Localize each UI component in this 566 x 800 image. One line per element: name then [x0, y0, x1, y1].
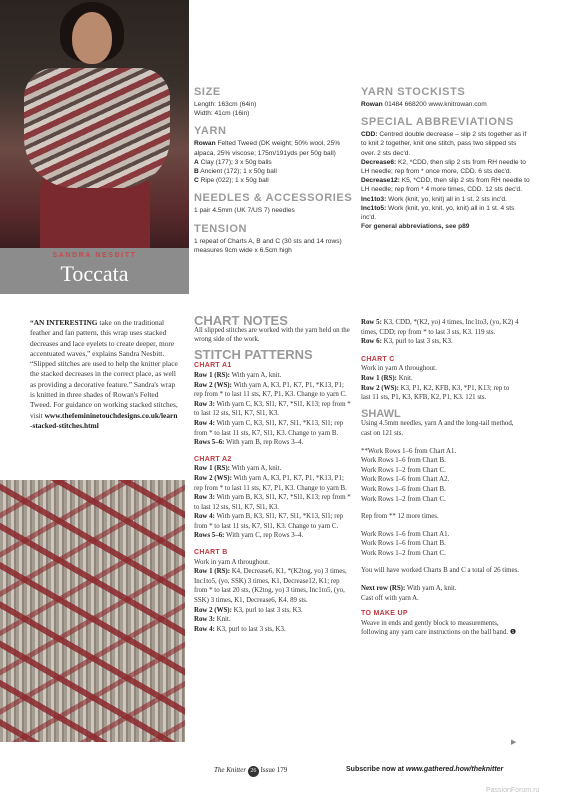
info-column-right: [361, 86, 531, 231]
chart-b-row: Row 5: K3, CDD, *(K2, yo) 4 times, Inc1to3, (yo, K2) 4 times, CDD; rep from * to last 3 sts, K3. 119 sts.: [361, 319, 519, 336]
size-length: Length: 163cm (64in): [194, 101, 257, 108]
pattern-column-2: [361, 318, 519, 638]
chart-a1-heading: CHART A1: [194, 362, 232, 370]
magazine-name: The Knitter: [214, 766, 247, 774]
subscribe-link[interactable]: www.gathered.how/theknitter: [405, 766, 504, 773]
chart-b-heading: CHART B: [194, 549, 228, 557]
shawl-step: Work Rows 1–2 from Chart C.: [361, 466, 446, 474]
abbrev-item: [361, 158, 531, 176]
abbrev-def: Centred double decrease – slip 2 sts together as if to knit 2 together, knit one stitch, pass two slipped sts over. 2 sts dec'd.: [361, 131, 527, 157]
yarn-line: [194, 176, 354, 185]
subscribe-text: Subscribe now at: [346, 766, 406, 773]
chart-c-row: Row 1 (RS): Knit.: [361, 374, 413, 382]
size-heading: SIZE: [194, 86, 221, 98]
abbrev-item: [361, 195, 531, 204]
yarn-b: Ancient (172); 1 x 50g ball: [198, 168, 277, 176]
yarn-line: [194, 158, 354, 167]
model-photo: [0, 0, 189, 248]
abbrev-def: Work (knit, yo, knit) all in 1 st. 2 sts inc'd.: [386, 195, 507, 203]
needles-heading: NEEDLES & ACCESSORIES: [194, 192, 353, 205]
yarn-a-letter: A: [194, 158, 199, 166]
stockists-heading: YARN STOCKISTS: [361, 86, 466, 98]
yarn-info: [194, 139, 354, 185]
abbrev-def: K2, *CDD, then slip 2 sts from RH needle to LH needle; rep from * once more, CDD. 6 sts dec'd.: [361, 158, 526, 176]
chart-notes-text: All slipped stitches are worked with the yarn held on the wrong side of the work.: [194, 326, 350, 344]
chart-a2-heading: CHART A2: [194, 455, 232, 463]
shawl-cast-on: Using 4.5mm needles, yarn A and the long-tail method, cast on 121 sts.: [361, 420, 514, 437]
designer-name: SANDRA NESBITT: [52, 252, 137, 259]
chart-b-row: Row 4: K3, purl to last 3 sts, K3.: [194, 625, 286, 633]
yarn-a: Clay (177); 3 x 50g balls: [198, 158, 272, 166]
shawl-step: Work Rows 1–6 from Chart A1.: [361, 530, 450, 538]
yarn-c: Ripe (022); 1 x 50g ball: [198, 177, 269, 185]
shawl-block-1: [361, 447, 519, 505]
shawl-step: Work Rows 1–6 from Chart B.: [361, 485, 446, 493]
make-up-text: Weave in ends and gently block to measurements, following any yarn care instructions on the ball band. ❶: [361, 619, 517, 637]
chart-b-row: Row 2 (WS): K3, purl to last 3 sts, K3.: [194, 606, 303, 614]
yarn-brand: Rowan: [194, 140, 216, 148]
shawl-step: Work Rows 1–6 from Chart B.: [361, 540, 446, 548]
chart-a1-row: Row 1 (RS): With yarn A, knit.: [194, 371, 282, 379]
continue-arrow-icon: ▶: [511, 738, 517, 746]
tension-info: 1 repeat of Charts A, B and C (30 sts and 14 rows) measures 9cm wide x 6.5cm high: [194, 237, 342, 254]
abbrev-def: Work (knit, yo, knit, yo, knit) all in 1 st. 4 sts inc'd.: [361, 204, 515, 222]
shawl-next-row: Next row (RS): With yarn A, knit.: [361, 585, 457, 593]
chart-b-row: Row 3: Knit.: [194, 616, 231, 624]
yarn-heading: YARN: [194, 125, 227, 138]
shawl-step: Work Rows 1–6 from Chart B.: [361, 457, 446, 465]
stockist-contact: 01484 668200 www.knitrowan.com: [382, 101, 487, 108]
shawl-step: Work Rows 1–2 from Chart C.: [361, 549, 446, 557]
end-mark-icon: ❶: [509, 629, 517, 637]
chart-notes-heading: CHART NOTES: [194, 313, 288, 328]
size-info: [194, 100, 354, 118]
shawl-step: **Work Rows 1–6 from Chart A1.: [361, 447, 457, 455]
intro-paragraph: [30, 318, 178, 431]
yarn-line: [194, 139, 354, 157]
chart-a1-row: Row 2 (WS): With yarn A, K3, P1, K7, P1, *K13, P1; rep from * to last 11 sts, K7, P1, K3. Change to yarn C.: [194, 381, 347, 399]
shawl-total: You will have worked Charts B and C a total of 26 times.: [361, 567, 519, 575]
chart-a1-row: Row 3: With yarn C, K3, Sl1, K7, *Sl1, K13; rep from * to last 12 sts, Sl1, K7, Sl1, K3.: [194, 400, 351, 418]
make-up-heading: TO MAKE UP: [361, 610, 408, 618]
shawl-heading: SHAWL: [361, 407, 401, 420]
stockists-info: [361, 100, 531, 109]
abbrev-def: K5, *CDD, then slip 2 sts from RH needle to LH needle; rep from * 4 more times, CDD. 12 sts dec'd.: [361, 177, 530, 194]
abbrev-item: [361, 204, 531, 222]
chart-a2-row: Row 4: With yarn B, K3, Sl1, K7, Sl1, *K13, Sl1; rep from * to last 11 sts, K7, Sl1, K3. Change to yarn C.: [194, 513, 344, 530]
chart-a2-row: Row 3: With yarn B, K3, Sl1, K7, *Sl1, K13; rep from * to last 12 sts, Sl1, K7, Sl1, K3.: [194, 494, 351, 511]
abbreviations-heading: SPECIAL ABBREVIATIONS: [361, 116, 514, 129]
abbrev-term: Inc1to3:: [361, 195, 387, 203]
needles-info: 1 pair 4.5mm (UK 7/US 7) needles: [194, 207, 295, 215]
yarn-desc: Felted Tweed (DK weight; 50% wool, 25% alpaca, 25% viscose; 175m/191yds per 50g ball): [194, 140, 341, 157]
chart-a1-row: Row 4: With yarn C, K3, Sl1, K7, Sl1, *K13, Sl1; rep from * to last 11 sts, K7, Sl1, K3. Change to yarn B.: [194, 419, 344, 437]
swatch-photo: [0, 480, 185, 742]
shawl-repeat: Rep from ** 12 more times.: [361, 513, 439, 521]
abbrev-term: Decrease12:: [361, 177, 400, 185]
general-abbreviations-ref: For general abbreviations, see p89: [361, 223, 470, 231]
page-number: 26: [248, 766, 259, 777]
info-column-left: [194, 86, 354, 255]
chart-c-heading: CHART C: [361, 355, 395, 363]
model-face: [72, 12, 112, 64]
chart-b-row: Row 1 (RS): K4, Decrease6, K1, *(K2tog, yo) 3 times, Inc1to5, (yo, SSK) 3 times, K1, Decrease12, K1; rep from * to last 20 sts, (K2tog, yo) 3 times, Inc1to5, (yo, SSK) 3 times, K1, Decrease6, K4. 89 sts.: [194, 568, 347, 605]
chart-a1-row: Rows 5–6: With yarn B, rep Rows 3–4.: [194, 439, 304, 447]
footer-subscribe: [346, 766, 503, 773]
shawl-block-2: [361, 530, 519, 559]
pattern-title: Toccata: [60, 261, 129, 286]
pattern-column-1: [194, 313, 354, 634]
chart-c-intro: Work in yarn A throughout.: [361, 365, 437, 373]
yarn-line: [194, 167, 354, 176]
wrap-garment: [24, 68, 170, 188]
intro-body: take on the traditional feather and fan pattern, this wrap uses stacked decreases and lace eyelets to create deeper, more accentuated waves,” explains Sandra Nesbitt. “Slipped stitches are used to help the knitter place the stacked decreases in the correct place, as well as providing a decorative feature.” Sandra's wrap is knitted in three shades of Rowan's Felted Tweed. For guidance on working stacked stitches, visit: [30, 318, 178, 420]
abbrev-term: Decrease6:: [361, 158, 397, 166]
shawl-step: Work Rows 1–6 from Chart A2.: [361, 476, 450, 484]
abbrev-term: CDD:: [361, 131, 378, 139]
tutorial-link[interactable]: www.thefemininetouchdesigns.co.uk/learn-stacked-stitches.html: [30, 410, 178, 430]
issue-number: Issue 179: [260, 766, 288, 774]
intro-lead: “AN INTERESTING: [30, 318, 98, 327]
chart-a2-row: Row 1 (RS): With yarn A, knit.: [194, 465, 282, 473]
chart-a2-row: Row 2 (WS): With yarn A, K3, P1, K7, P1, *K13, P1; rep from * to last 11 sts, K7, P1, K3. Change to yarn B.: [194, 474, 347, 492]
size-width: Width: 41cm (16in): [194, 110, 250, 118]
chart-c-row: Row 2 (WS): K3, P1, K2, KFB, K3, *P1, K13; rep to last 11 sts, P1, K3, KFB, K2, P1, K3. 121 sts.: [361, 384, 510, 402]
chart-a2-row: Rows 5–6: With yarn C, rep Rows 3–4.: [194, 532, 304, 540]
chart-b-intro: Work in yarn A throughout.: [194, 558, 270, 566]
abbrev-item: [361, 130, 531, 158]
stitch-patterns-heading: STITCH PATTERNS: [194, 346, 313, 362]
abbreviations-list: [361, 130, 531, 231]
abbrev-item: [361, 176, 531, 194]
tension-heading: TENSION: [194, 222, 248, 235]
abbrev-term: Inc1to5:: [361, 204, 387, 212]
footer-magazine: [214, 766, 287, 777]
chart-b-row: Row 6: K3, purl to last 3 sts, K3.: [361, 338, 453, 346]
shawl-step: Work Rows 1–2 from Chart C.: [361, 495, 446, 503]
yarn-c-letter: C: [194, 177, 199, 185]
watermark: PassionForum.ru: [486, 787, 540, 794]
yarn-b-letter: B: [194, 168, 199, 176]
shawl-cast-off: Cast off with yarn A.: [361, 594, 419, 602]
stockist-brand: Rowan: [361, 101, 383, 108]
